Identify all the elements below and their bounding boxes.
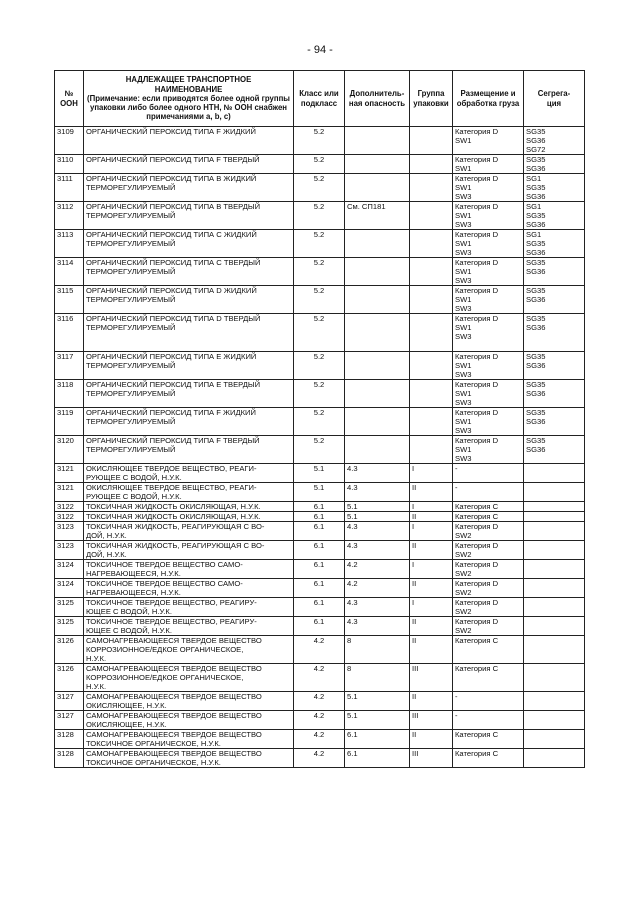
cell-segregation [524,522,585,541]
cell-un-number: 3121 [55,464,84,483]
cell-stowage: Категория D SW2 [453,560,524,579]
cell-packing-group: II [410,617,453,636]
cell-class: 6.1 [294,617,345,636]
cell-subsidiary-risk: 5.1 [345,502,410,512]
cell-packing-group: II [410,730,453,749]
cell-subsidiary-risk: 6.1 [345,749,410,768]
dangerous-goods-table [54,70,585,768]
cell-class: 6.1 [294,560,345,579]
table-row [55,230,585,258]
cell-class: 6.1 [294,541,345,560]
cell-segregation [524,692,585,711]
cell-un-number: 3128 [55,749,84,768]
cell-subsidiary-risk: 4.3 [345,617,410,636]
cell-packing-group: II [410,692,453,711]
table-row [55,502,585,512]
cell-shipping-name: ОКИСЛЯЮЩЕЕ ТВЕРДОЕ ВЕЩЕСТВО, РЕАГИ- РУЮЩЕЕ С ВОДОЙ, Н.У.К. [84,483,294,502]
table-row [55,636,585,664]
cell-un-number: 3125 [55,617,84,636]
cell-class: 5.2 [294,352,345,380]
cell-stowage: Категория D SW1 [453,127,524,155]
cell-shipping-name: ОРГАНИЧЕСКИЙ ПЕРОКСИД ТИПА B ЖИДКИЙ ТЕРМОРЕГУЛИРУЕМЫЙ [84,174,294,202]
cell-subsidiary-risk [345,230,410,258]
table-row [55,380,585,408]
cell-un-number: 3115 [55,286,84,314]
cell-segregation [524,711,585,730]
cell-stowage: Категория D SW1 SW3 [453,286,524,314]
cell-un-number: 3123 [55,522,84,541]
cell-packing-group: III [410,711,453,730]
cell-stowage: Категория D SW2 [453,598,524,617]
cell-subsidiary-risk: 4.2 [345,579,410,598]
table-row [55,408,585,436]
cell-class: 5.2 [294,258,345,286]
cell-segregation [524,464,585,483]
cell-packing-group [410,127,453,155]
cell-class: 5.2 [294,155,345,174]
table-row [55,464,585,483]
cell-segregation: SG35 SG36 [524,352,585,380]
cell-un-number: 3117 [55,352,84,380]
cell-shipping-name: САМОНАГРЕВАЮЩЕЕСЯ ТВЕРДОЕ ВЕЩЕСТВО ОКИСЛЯЮЩЕЕ, Н.У.К. [84,711,294,730]
table-body [55,127,585,768]
cell-un-number: 3110 [55,155,84,174]
cell-class: 5.1 [294,483,345,502]
cell-un-number: 3128 [55,730,84,749]
cell-stowage: Категория D SW1 SW3 [453,174,524,202]
cell-packing-group: I [410,598,453,617]
cell-segregation [524,483,585,502]
table-row [55,617,585,636]
cell-subsidiary-risk: 4.2 [345,560,410,579]
cell-subsidiary-risk: 6.1 [345,730,410,749]
cell-stowage: Категория D SW1 SW3 [453,258,524,286]
cell-class: 5.2 [294,230,345,258]
cell-subsidiary-risk: 8 [345,636,410,664]
cell-stowage: Категория C [453,512,524,522]
cell-segregation: SG35 SG36 [524,314,585,352]
cell-class: 5.2 [294,380,345,408]
table-row [55,579,585,598]
cell-subsidiary-risk: 4.3 [345,598,410,617]
cell-packing-group [410,314,453,352]
cell-class: 5.2 [294,436,345,464]
cell-packing-group [410,230,453,258]
cell-shipping-name: ТОКСИЧНОЕ ТВЕРДОЕ ВЕЩЕСТВО, РЕАГИРУ- ЮЩЕЕ С ВОДОЙ, Н.У.К. [84,598,294,617]
cell-stowage: Категория C [453,749,524,768]
cell-un-number: 3122 [55,512,84,522]
cell-segregation [524,541,585,560]
cell-un-number: 3124 [55,560,84,579]
cell-packing-group: I [410,522,453,541]
cell-shipping-name: ОРГАНИЧЕСКИЙ ПЕРОКСИД ТИПА C ЖИДКИЙ ТЕРМОРЕГУЛИРУЕМЫЙ [84,230,294,258]
cell-segregation: SG35 SG36 [524,408,585,436]
header-un-number: № ООН [55,71,84,127]
cell-stowage: Категория C [453,664,524,692]
cell-un-number: 3121 [55,483,84,502]
cell-un-number: 3125 [55,598,84,617]
cell-class: 5.1 [294,464,345,483]
cell-segregation: SG35 SG36 [524,380,585,408]
cell-segregation [524,617,585,636]
cell-stowage: Категория D SW2 [453,579,524,598]
cell-class: 6.1 [294,598,345,617]
cell-class: 5.2 [294,174,345,202]
cell-un-number: 3118 [55,380,84,408]
cell-subsidiary-risk [345,408,410,436]
cell-subsidiary-risk: 5.1 [345,692,410,711]
header-shipping-name: НАДЛЕЖАЩЕЕ ТРАНСПОРТНОЕ НАИМЕНОВАНИЕ (Примечание: если приводятся более одной группы упаковки либо более одного НТН, № ООН снабжен примечаниями a, b, c) [84,71,294,127]
cell-un-number: 3120 [55,436,84,464]
cell-subsidiary-risk [345,174,410,202]
cell-un-number: 3113 [55,230,84,258]
table-row [55,258,585,286]
table-row [55,560,585,579]
page-number: - 94 - [307,44,333,56]
cell-shipping-name: ОРГАНИЧЕСКИЙ ПЕРОКСИД ТИПА B ТВЕРДЫЙ ТЕРМОРЕГУЛИРУЕМЫЙ [84,202,294,230]
cell-shipping-name: САМОНАГРЕВАЮЩЕЕСЯ ТВЕРДОЕ ВЕЩЕСТВО ТОКСИЧНОЕ ОРГАНИЧЕСКОЕ, Н.У.К. [84,749,294,768]
cell-class: 6.1 [294,579,345,598]
cell-packing-group: I [410,464,453,483]
cell-packing-group [410,436,453,464]
table-row [55,286,585,314]
table-row [55,127,585,155]
table-row [55,664,585,692]
cell-segregation: SG35 SG36 [524,155,585,174]
cell-segregation: SG35 SG36 SG72 [524,127,585,155]
cell-segregation: SG1 SG35 SG36 [524,230,585,258]
cell-subsidiary-risk [345,286,410,314]
cell-stowage: - [453,483,524,502]
table-row [55,512,585,522]
cell-shipping-name: САМОНАГРЕВАЮЩЕЕСЯ ТВЕРДОЕ ВЕЩЕСТВО ОКИСЛЯЮЩЕЕ, Н.У.К. [84,692,294,711]
cell-stowage: Категория D SW1 SW3 [453,314,524,352]
cell-stowage: - [453,711,524,730]
cell-shipping-name: ТОКСИЧНАЯ ЖИДКОСТЬ, РЕАГИРУЮЩАЯ С ВО- ДОЙ, Н.У.К. [84,522,294,541]
cell-un-number: 3114 [55,258,84,286]
header-packing-group: Группа упаковки [410,71,453,127]
cell-packing-group [410,174,453,202]
cell-segregation [524,636,585,664]
cell-un-number: 3123 [55,541,84,560]
table-row [55,711,585,730]
cell-stowage: Категория D SW2 [453,522,524,541]
cell-un-number: 3122 [55,502,84,512]
cell-packing-group [410,352,453,380]
cell-packing-group [410,258,453,286]
cell-stowage: Категория D SW2 [453,541,524,560]
table-row [55,692,585,711]
cell-subsidiary-risk [345,380,410,408]
table-row [55,541,585,560]
cell-stowage: Категория D SW1 SW3 [453,380,524,408]
cell-packing-group: II [410,636,453,664]
cell-subsidiary-risk [345,127,410,155]
cell-subsidiary-risk: 5.1 [345,512,410,522]
cell-shipping-name: ОРГАНИЧЕСКИЙ ПЕРОКСИД ТИПА F ТВЕРДЫЙ [84,155,294,174]
cell-segregation: SG35 SG36 [524,286,585,314]
cell-un-number: 3127 [55,692,84,711]
cell-stowage: Категория C [453,502,524,512]
cell-un-number: 3124 [55,579,84,598]
cell-segregation [524,730,585,749]
table-row [55,483,585,502]
cell-stowage: Категория D SW2 [453,617,524,636]
cell-shipping-name: САМОНАГРЕВАЮЩЕЕСЯ ТВЕРДОЕ ВЕЩЕСТВО КОРРОЗИОННОЕ/ЕДКОЕ ОРГАНИЧЕСКОЕ, Н.У.К. [84,664,294,692]
cell-subsidiary-risk [345,352,410,380]
cell-subsidiary-risk: 4.3 [345,522,410,541]
cell-segregation [524,560,585,579]
header-subsidiary-risk: Дополнитель- ная опасность [345,71,410,127]
table-row [55,155,585,174]
cell-shipping-name: ОРГАНИЧЕСКИЙ ПЕРОКСИД ТИПА F ЖИДКИЙ [84,127,294,155]
table-row [55,352,585,380]
cell-un-number: 3116 [55,314,84,352]
cell-subsidiary-risk [345,314,410,352]
cell-class: 5.2 [294,286,345,314]
cell-packing-group: III [410,749,453,768]
table-row [55,749,585,768]
cell-un-number: 3119 [55,408,84,436]
cell-shipping-name: ОРГАНИЧЕСКИЙ ПЕРОКСИД ТИПА C ТВЕРДЫЙ ТЕРМОРЕГУЛИРУЕМЫЙ [84,258,294,286]
cell-class: 4.2 [294,711,345,730]
table-row [55,314,585,352]
cell-shipping-name: ТОКСИЧНАЯ ЖИДКОСТЬ ОКИСЛЯЮЩАЯ, Н.У.К. [84,512,294,522]
cell-class: 6.1 [294,522,345,541]
cell-stowage: - [453,692,524,711]
table-row [55,202,585,230]
cell-class: 6.1 [294,512,345,522]
cell-shipping-name: ОРГАНИЧЕСКИЙ ПЕРОКСИД ТИПА E ТВЕРДЫЙ ТЕРМОРЕГУЛИРУЕМЫЙ [84,380,294,408]
cell-stowage: Категория C [453,730,524,749]
cell-subsidiary-risk: 4.3 [345,483,410,502]
cell-class: 4.2 [294,664,345,692]
cell-packing-group: II [410,579,453,598]
cell-shipping-name: ОКИСЛЯЮЩЕЕ ТВЕРДОЕ ВЕЩЕСТВО, РЕАГИ- РУЮЩЕЕ С ВОДОЙ, Н.У.К. [84,464,294,483]
cell-segregation: SG35 SG36 [524,436,585,464]
cell-packing-group [410,408,453,436]
cell-packing-group [410,286,453,314]
cell-segregation: SG1 SG35 SG36 [524,174,585,202]
cell-stowage: Категория D SW1 SW3 [453,230,524,258]
cell-stowage: Категория D SW1 SW3 [453,436,524,464]
table-row [55,598,585,617]
cell-packing-group [410,155,453,174]
header-class: Класс или подкласс [294,71,345,127]
cell-stowage: Категория C [453,636,524,664]
table-row [55,522,585,541]
cell-subsidiary-risk: 4.3 [345,541,410,560]
cell-subsidiary-risk [345,155,410,174]
cell-stowage: Категория D SW1 SW3 [453,352,524,380]
cell-stowage: Категория D SW1 SW3 [453,202,524,230]
cell-un-number: 3127 [55,711,84,730]
cell-class: 4.2 [294,636,345,664]
cell-subsidiary-risk: 5.1 [345,711,410,730]
cell-shipping-name: ТОКСИЧНОЕ ТВЕРДОЕ ВЕЩЕСТВО САМО- НАГРЕВАЮЩЕЕСЯ, Н.У.К. [84,579,294,598]
cell-shipping-name: ОРГАНИЧЕСКИЙ ПЕРОКСИД ТИПА E ЖИДКИЙ ТЕРМОРЕГУЛИРУЕМЫЙ [84,352,294,380]
header-segregation: Сегрега- ция [524,71,585,127]
cell-packing-group [410,202,453,230]
cell-packing-group [410,380,453,408]
cell-class: 4.2 [294,749,345,768]
cell-shipping-name: ОРГАНИЧЕСКИЙ ПЕРОКСИД ТИПА F ТВЕРДЫЙ ТЕРМОРЕГУЛИРУЕМЫЙ [84,436,294,464]
cell-class: 4.2 [294,730,345,749]
cell-un-number: 3126 [55,636,84,664]
cell-class: 5.2 [294,127,345,155]
cell-un-number: 3112 [55,202,84,230]
cell-stowage: Категория D SW1 [453,155,524,174]
cell-segregation [524,664,585,692]
cell-shipping-name: ТОКСИЧНОЕ ТВЕРДОЕ ВЕЩЕСТВО САМО- НАГРЕВАЮЩЕЕСЯ, Н.У.К. [84,560,294,579]
cell-subsidiary-risk: См. СП181 [345,202,410,230]
cell-segregation [524,502,585,512]
cell-subsidiary-risk [345,436,410,464]
cell-stowage: Категория D SW1 SW3 [453,408,524,436]
cell-class: 5.2 [294,408,345,436]
cell-shipping-name: ОРГАНИЧЕСКИЙ ПЕРОКСИД ТИПА D ЖИДКИЙ ТЕРМОРЕГУЛИРУЕМЫЙ [84,286,294,314]
cell-shipping-name: ТОКСИЧНОЕ ТВЕРДОЕ ВЕЩЕСТВО, РЕАГИРУ- ЮЩЕЕ С ВОДОЙ, Н.У.К. [84,617,294,636]
cell-packing-group: III [410,664,453,692]
header-stowage: Размещение и обработка груза [453,71,524,127]
cell-packing-group: II [410,483,453,502]
cell-subsidiary-risk: 4.3 [345,464,410,483]
cell-class: 4.2 [294,692,345,711]
cell-shipping-name: ОРГАНИЧЕСКИЙ ПЕРОКСИД ТИПА F ЖИДКИЙ ТЕРМОРЕГУЛИРУЕМЫЙ [84,408,294,436]
cell-class: 6.1 [294,502,345,512]
cell-subsidiary-risk [345,258,410,286]
cell-class: 5.2 [294,314,345,352]
cell-packing-group: II [410,541,453,560]
table-header-row [55,71,585,127]
cell-packing-group: I [410,502,453,512]
table-row [55,174,585,202]
cell-packing-group: II [410,512,453,522]
cell-stowage: - [453,464,524,483]
table-row [55,436,585,464]
cell-un-number: 3126 [55,664,84,692]
cell-segregation [524,579,585,598]
cell-shipping-name: ТОКСИЧНАЯ ЖИДКОСТЬ ОКИСЛЯЮЩАЯ, Н.У.К. [84,502,294,512]
cell-shipping-name: ТОКСИЧНАЯ ЖИДКОСТЬ, РЕАГИРУЮЩАЯ С ВО- ДОЙ, Н.У.К. [84,541,294,560]
cell-shipping-name: ОРГАНИЧЕСКИЙ ПЕРОКСИД ТИПА D ТВЕРДЫЙ ТЕРМОРЕГУЛИРУЕМЫЙ [84,314,294,352]
cell-un-number: 3109 [55,127,84,155]
cell-segregation: SG35 SG36 [524,258,585,286]
cell-segregation [524,749,585,768]
cell-subsidiary-risk: 8 [345,664,410,692]
cell-shipping-name: САМОНАГРЕВАЮЩЕЕСЯ ТВЕРДОЕ ВЕЩЕСТВО КОРРОЗИОННОЕ/ЕДКОЕ ОРГАНИЧЕСКОЕ, Н.У.К. [84,636,294,664]
cell-segregation: SG1 SG35 SG36 [524,202,585,230]
cell-shipping-name: САМОНАГРЕВАЮЩЕЕСЯ ТВЕРДОЕ ВЕЩЕСТВО ТОКСИЧНОЕ ОРГАНИЧЕСКОЕ, Н.У.К. [84,730,294,749]
cell-segregation [524,598,585,617]
cell-class: 5.2 [294,202,345,230]
cell-segregation [524,512,585,522]
cell-packing-group: I [410,560,453,579]
cell-un-number: 3111 [55,174,84,202]
table-row [55,730,585,749]
